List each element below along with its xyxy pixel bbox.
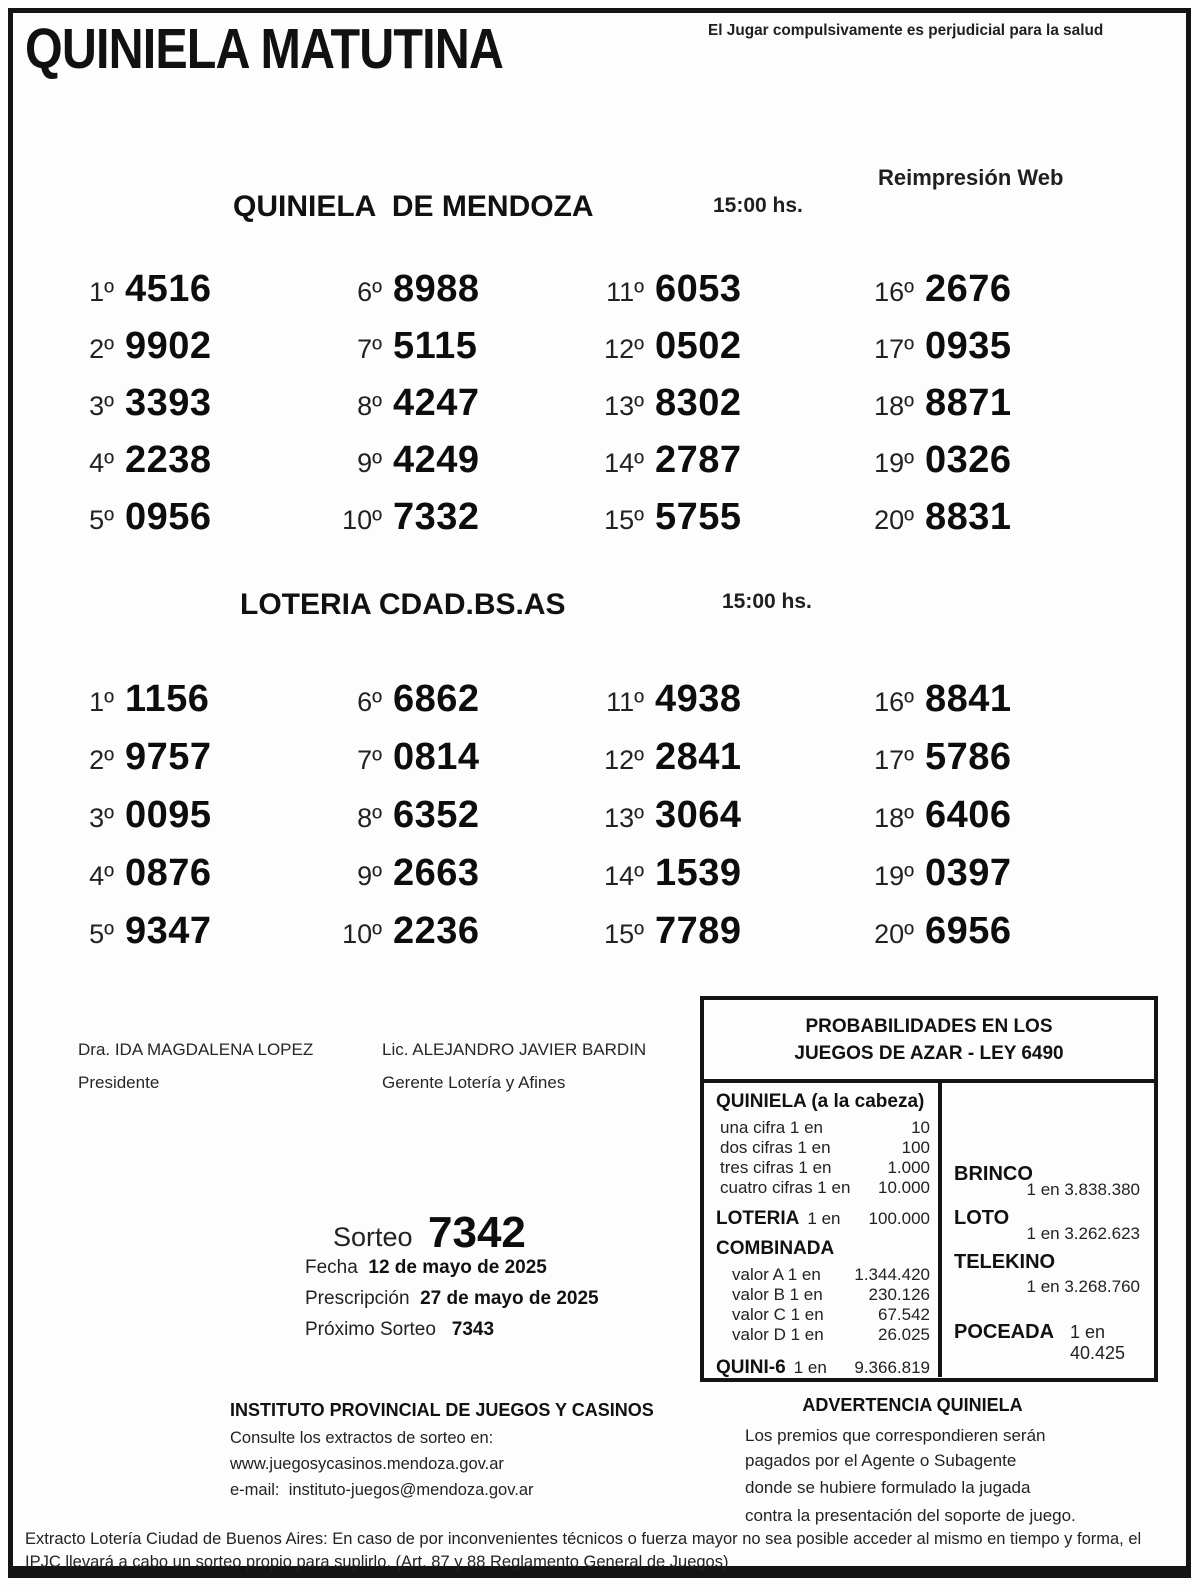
result-position: 18º [874, 391, 914, 421]
result-number: 4938 [655, 678, 742, 720]
draw-next-row [305, 1314, 599, 1345]
odds-value: 100 [901, 1138, 930, 1157]
reprint-web-label: Reimpresión Web [878, 165, 1064, 190]
result-number: 0502 [655, 325, 742, 367]
result-number: 6406 [925, 794, 1012, 836]
result-mendoza-19 [862, 429, 1112, 486]
draw-prescription-row [305, 1283, 599, 1314]
result-number: 2676 [925, 268, 1012, 310]
sorteo-number: 7342 [428, 1208, 526, 1257]
result-bsas-6 [330, 668, 592, 725]
odds-row [716, 1118, 930, 1138]
loteria-odds-mid: 1 en [807, 1209, 841, 1228]
institute-website: www.juegosycasinos.mendoza.gov.ar [230, 1455, 504, 1473]
result-bsas-12 [592, 726, 862, 783]
institute-consult-line: Consulte los extractos de sorteo en: [230, 1429, 494, 1447]
result-number: 4516 [125, 268, 212, 310]
game-name: POCEADA [954, 1321, 1055, 1343]
result-number: 0095 [125, 794, 212, 836]
result-position: 20º [874, 919, 914, 949]
probabilities-right-column [942, 1083, 1154, 1377]
institute-block [230, 1400, 654, 1503]
bsas-section-title: LOTERIA CDAD.BS.AS [240, 588, 566, 621]
result-position: 17º [874, 745, 914, 775]
result-position: 7º [357, 334, 382, 364]
result-number: 2238 [125, 439, 212, 481]
result-position: 3º [89, 391, 114, 421]
result-position: 4º [89, 861, 114, 891]
game-odds-value: 1 en 3.268.760 [1026, 1277, 1140, 1296]
draw-next-label: Próximo Sorteo [305, 1319, 452, 1340]
result-bsas-4 [62, 842, 330, 899]
result-position: 19º [874, 861, 914, 891]
result-bsas-17 [862, 726, 1112, 783]
result-position: 10º [342, 505, 382, 535]
result-position: 8º [357, 391, 382, 421]
result-bsas-5 [62, 900, 330, 957]
advertencia-line: pagados por el Agente o Subagente [745, 1450, 1017, 1470]
result-number: 8302 [655, 382, 742, 424]
result-position: 4º [89, 448, 114, 478]
result-number: 2236 [393, 910, 480, 952]
result-position: 1º [89, 687, 114, 717]
mendoza-section-title: QUINIELA DE MENDOZA [233, 190, 594, 223]
probabilities-left-column [704, 1083, 942, 1377]
result-bsas-2 [62, 726, 330, 783]
mendoza-results-grid [62, 258, 1112, 543]
odds-value: 230.126 [868, 1285, 930, 1304]
result-position: 17º [874, 334, 914, 364]
result-mendoza-20 [862, 486, 1112, 543]
loteria-odds-value: 100.000 [868, 1209, 930, 1228]
result-position: 16º [874, 277, 914, 307]
result-number: 7332 [393, 496, 480, 538]
result-number: 8831 [925, 496, 1012, 538]
loteria-odds-name: LOTERIA [716, 1208, 800, 1229]
result-number: 5786 [925, 736, 1012, 778]
odds-label: tres cifras 1 en [720, 1158, 832, 1177]
result-bsas-1 [62, 668, 330, 725]
result-number: 3064 [655, 794, 742, 836]
odds-label: una cifra 1 en [720, 1118, 824, 1137]
result-number: 0935 [925, 325, 1012, 367]
signature-role: Gerente Lotería y Afines [382, 1073, 566, 1092]
result-mendoza-9 [330, 429, 592, 486]
result-position: 2º [89, 745, 114, 775]
result-number: 7789 [655, 910, 742, 952]
odds-label: valor A 1 en [732, 1265, 821, 1284]
draw-date-label: Fecha [305, 1257, 369, 1278]
result-position: 1º [89, 277, 114, 307]
combinada-odds-header: COMBINADA [716, 1238, 835, 1259]
result-number: 0397 [925, 852, 1012, 894]
draw-details [305, 1252, 599, 1345]
odds-label: valor D 1 en [732, 1325, 824, 1344]
poceada-odds [954, 1321, 1140, 1364]
result-bsas-3 [62, 784, 330, 841]
result-mendoza-8 [330, 372, 592, 429]
quiniela-odds-header: QUINIELA (a la cabeza) [716, 1091, 925, 1112]
probabilities-body [704, 1083, 1154, 1377]
health-warning-text: El Jugar compulsivamente es perjudicial para la salud [708, 22, 1104, 39]
advertencia-line: Los premios que correspondieren serán [745, 1426, 1046, 1445]
result-mendoza-2 [62, 315, 330, 372]
result-position: 6º [357, 687, 382, 717]
result-bsas-16 [862, 668, 1112, 725]
game-odds-value: 1 en 40.425 [1070, 1322, 1126, 1363]
result-position: 19º [874, 448, 914, 478]
result-number: 2663 [393, 852, 480, 894]
result-position: 5º [89, 505, 114, 535]
result-position: 12º [604, 334, 644, 364]
result-bsas-15 [592, 900, 862, 957]
result-mendoza-12 [592, 315, 862, 372]
quini6-odds-row [716, 1357, 930, 1379]
result-position: 3º [89, 803, 114, 833]
sorteo-label: Sorteo [333, 1222, 413, 1252]
result-mendoza-5 [62, 486, 330, 543]
result-position: 12º [604, 745, 644, 775]
result-mendoza-6 [330, 258, 592, 315]
advertencia-line: contra la presentación del soporte de juego. [745, 1505, 1076, 1525]
result-position: 6º [357, 277, 382, 307]
draw-next-value: 7343 [451, 1319, 495, 1340]
result-position: 16º [874, 687, 914, 717]
result-number: 8871 [925, 382, 1012, 424]
result-position: 18º [874, 803, 914, 833]
result-position: 20º [874, 505, 914, 535]
result-position: 9º [357, 448, 382, 478]
odds-label: dos cifras 1 en [720, 1138, 831, 1157]
result-position: 9º [357, 861, 382, 891]
result-position: 13º [604, 391, 644, 421]
result-position: 14º [604, 861, 644, 891]
result-number: 5115 [393, 325, 478, 367]
result-mendoza-16 [862, 258, 1112, 315]
quini6-odds-mid: 1 en [793, 1358, 827, 1377]
mendoza-draw-time: 15:00 hs. [713, 194, 803, 217]
result-bsas-8 [330, 784, 592, 841]
result-number: 8841 [925, 678, 1012, 720]
footer-note: Extracto Lotería Ciudad de Buenos Aires: En caso de por inconvenientes técnicos o fuerza mayor no sea posible acceder al mismo en tiempo y forma, el IPJC llevará a cabo un sorteo propio para suplirlo. (Art. 87 y 88 Reglamento General de Juegos) [25, 1530, 1142, 1571]
advertencia-title: ADVERTENCIA QUINIELA [802, 1395, 1023, 1415]
signature-name: Dra. IDA MAGDALENA LOPEZ [78, 1040, 314, 1059]
telekino-odds [954, 1251, 1140, 1307]
probabilities-title [704, 1000, 1154, 1083]
result-number: 0814 [393, 736, 480, 778]
signature-left [78, 1040, 313, 1093]
signature-right [382, 1040, 646, 1093]
result-number: 6956 [925, 910, 1012, 952]
result-number: 9757 [125, 736, 212, 778]
result-number: 1539 [655, 852, 742, 894]
odds-label: valor C 1 en [732, 1305, 824, 1324]
result-number: 0326 [925, 439, 1012, 481]
result-number: 4249 [393, 439, 480, 481]
result-number: 9347 [125, 910, 212, 952]
game-name: TELEKINO [954, 1251, 1056, 1273]
result-bsas-14 [592, 842, 862, 899]
loto-odds [954, 1207, 1140, 1251]
result-position: 15º [604, 505, 644, 535]
result-number: 6862 [393, 678, 480, 720]
odds-value: 26.025 [878, 1325, 930, 1344]
odds-value: 67.542 [878, 1305, 930, 1324]
result-mendoza-7 [330, 315, 592, 372]
probabilities-title-line2: JUEGOS DE AZAR - LEY 6490 [794, 1043, 1064, 1064]
institute-email-value: instituto-juegos@mendoza.gov.ar [288, 1481, 534, 1499]
result-position: 7º [357, 745, 382, 775]
draw-date-value: 12 de mayo de 2025 [368, 1257, 547, 1278]
result-number: 1156 [125, 678, 210, 720]
game-odds-value: 1 en 3.838.380 [1026, 1180, 1140, 1199]
odds-value: 1.344.420 [854, 1265, 930, 1284]
odds-row [716, 1285, 930, 1305]
result-bsas-7 [330, 726, 592, 783]
signature-name: Lic. ALEJANDRO JAVIER BARDIN [382, 1040, 647, 1059]
odds-label: cuatro cifras 1 en [720, 1178, 851, 1197]
institute-email-row [230, 1477, 654, 1503]
odds-label: valor B 1 en [732, 1285, 823, 1304]
result-mendoza-3 [62, 372, 330, 429]
result-mendoza-13 [592, 372, 862, 429]
odds-value: 10.000 [878, 1178, 930, 1197]
signature-role: Presidente [78, 1073, 160, 1092]
result-mendoza-14 [592, 429, 862, 486]
probabilities-box [700, 996, 1158, 1382]
institute-email-label: e-mail: [230, 1481, 289, 1499]
result-bsas-9 [330, 842, 592, 899]
result-number: 3393 [125, 382, 212, 424]
result-position: 13º [604, 803, 644, 833]
bsas-draw-time: 15:00 hs. [722, 590, 812, 613]
result-number: 6053 [655, 268, 742, 310]
odds-row [716, 1325, 930, 1345]
result-mendoza-10 [330, 486, 592, 543]
game-odds-value: 1 en 3.262.623 [1026, 1224, 1140, 1243]
loteria-odds-row [716, 1208, 930, 1230]
bsas-results-grid [62, 668, 1112, 958]
result-bsas-18 [862, 784, 1112, 841]
result-number: 0956 [125, 496, 212, 538]
probabilities-title-line1: PROBABILIDADES EN LOS [805, 1016, 1053, 1037]
odds-row [716, 1158, 930, 1178]
result-mendoza-18 [862, 372, 1112, 429]
result-number: 4247 [393, 382, 480, 424]
odds-row [716, 1265, 930, 1285]
result-position: 5º [89, 919, 114, 949]
institute-name: INSTITUTO PROVINCIAL DE JUEGOS Y CASINOS [230, 1400, 654, 1420]
result-bsas-20 [862, 900, 1112, 957]
advertencia-line: donde se hubiere formulado la jugada [745, 1478, 1031, 1497]
result-position: 11º [606, 687, 644, 717]
result-mendoza-11 [592, 258, 862, 315]
result-bsas-19 [862, 842, 1112, 899]
game-name: LOTO [954, 1207, 1010, 1229]
result-bsas-10 [330, 900, 592, 957]
result-position: 10º [342, 919, 382, 949]
result-number: 0876 [125, 852, 212, 894]
brinco-odds [954, 1163, 1140, 1207]
result-mendoza-17 [862, 315, 1112, 372]
page-title: QUINIELA MATUTINA [25, 17, 504, 81]
odds-value: 10 [911, 1118, 930, 1137]
game-name: BRINCO [954, 1163, 1033, 1185]
odds-row [716, 1138, 930, 1158]
result-number: 9902 [125, 325, 212, 367]
odds-value: 1.000 [887, 1158, 930, 1177]
odds-row [716, 1305, 930, 1325]
result-number: 2841 [655, 736, 742, 778]
draw-prescription-value: 27 de mayo de 2025 [420, 1288, 599, 1309]
result-position: 14º [604, 448, 644, 478]
result-mendoza-15 [592, 486, 862, 543]
result-position: 8º [357, 803, 382, 833]
result-mendoza-4 [62, 429, 330, 486]
result-number: 5755 [655, 496, 742, 538]
result-position: 11º [606, 277, 644, 307]
result-position: 15º [604, 919, 644, 949]
draw-date-row [305, 1252, 599, 1283]
result-bsas-13 [592, 784, 862, 841]
quini6-odds-value: 9.366.819 [854, 1358, 930, 1377]
quini6-odds-name: QUINI-6 [716, 1357, 786, 1378]
result-number: 2787 [655, 439, 742, 481]
draw-prescription-label: Prescripción [305, 1288, 421, 1309]
odds-row [716, 1178, 930, 1198]
result-number: 8988 [393, 268, 480, 310]
result-position: 2º [89, 334, 114, 364]
result-number: 6352 [393, 794, 480, 836]
advertencia-block [745, 1395, 1080, 1528]
result-mendoza-1 [62, 258, 330, 315]
result-bsas-11 [592, 668, 862, 725]
